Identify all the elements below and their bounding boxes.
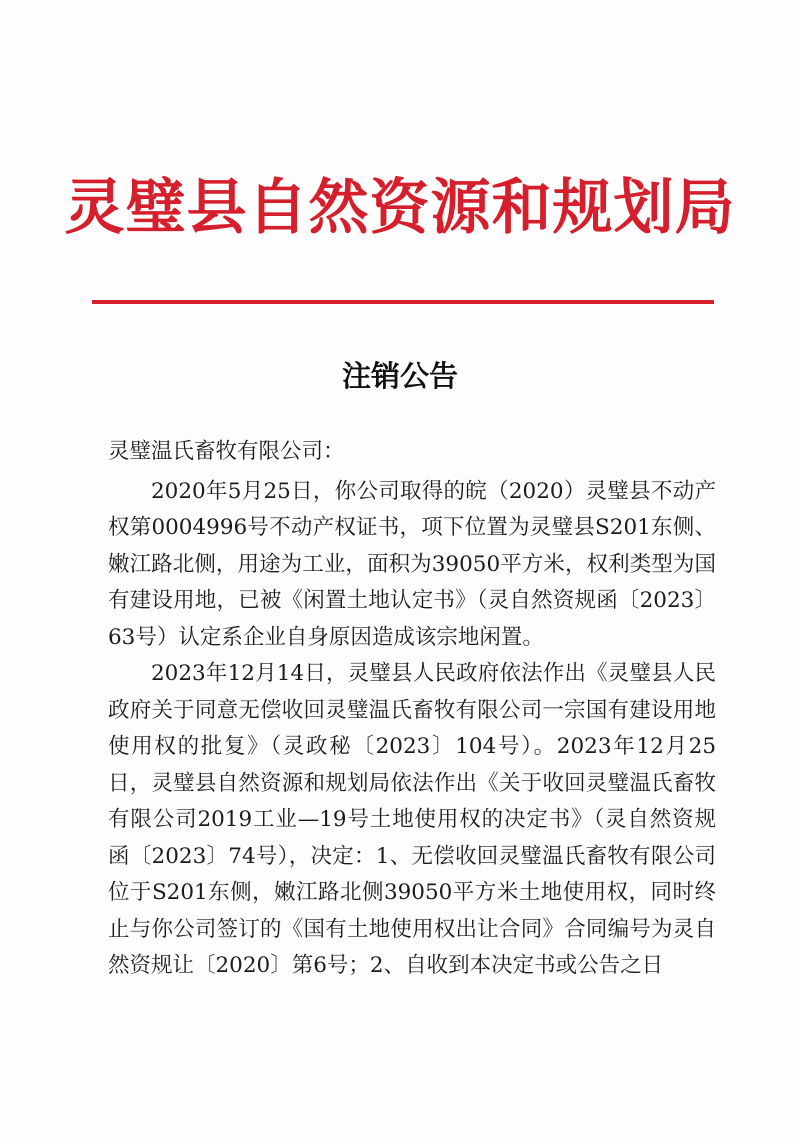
salutation: 灵璧温氏畜牧有限公司： xyxy=(108,439,345,464)
notice-body xyxy=(108,434,716,985)
letterhead-red-divider xyxy=(92,300,714,304)
notice-title: 注销公告 xyxy=(341,359,458,393)
agency-letterhead-title: 灵璧县自然资源和规划局 xyxy=(64,173,736,243)
paragraph-1: 2020年5月25日，你公司取得的皖（2020）灵璧县不动产权第0004996号不动产权证书，项下位置为灵璧县S201东侧、嫩江路北侧，用途为工业，面积为39050平方米，权利类型为国有建设用地，已被《闲置土地认定书》（灵自然资规函〔2023〕63号）认定系企业自身原因造成该宗地闲置。 xyxy=(108,478,716,650)
paragraph-2: 2023年12月14日，灵璧县人民政府依法作出《灵璧县人民政府关于同意无偿收回灵璧温氏畜牧有限公司一宗国有建设用地使用权的批复》（灵政秘〔2023〕104号）。2023年12月25日，灵璧县自然资源和规划局依法作出《关于收回灵璧温氏畜牧有限公司2019工业—19号土地使用权的决定书》（灵自然资规函〔2023〕74号），决定：1、无偿收回灵璧温氏畜牧有限公司位于S201东侧，嫩江路北侧39050平方米土地使用权，同时终止与你公司签订的《国有土地使用权出让合同》合同编号为灵自然资规让〔2020〕第6号；2、自收到本决定书或公告之日 xyxy=(108,661,716,978)
